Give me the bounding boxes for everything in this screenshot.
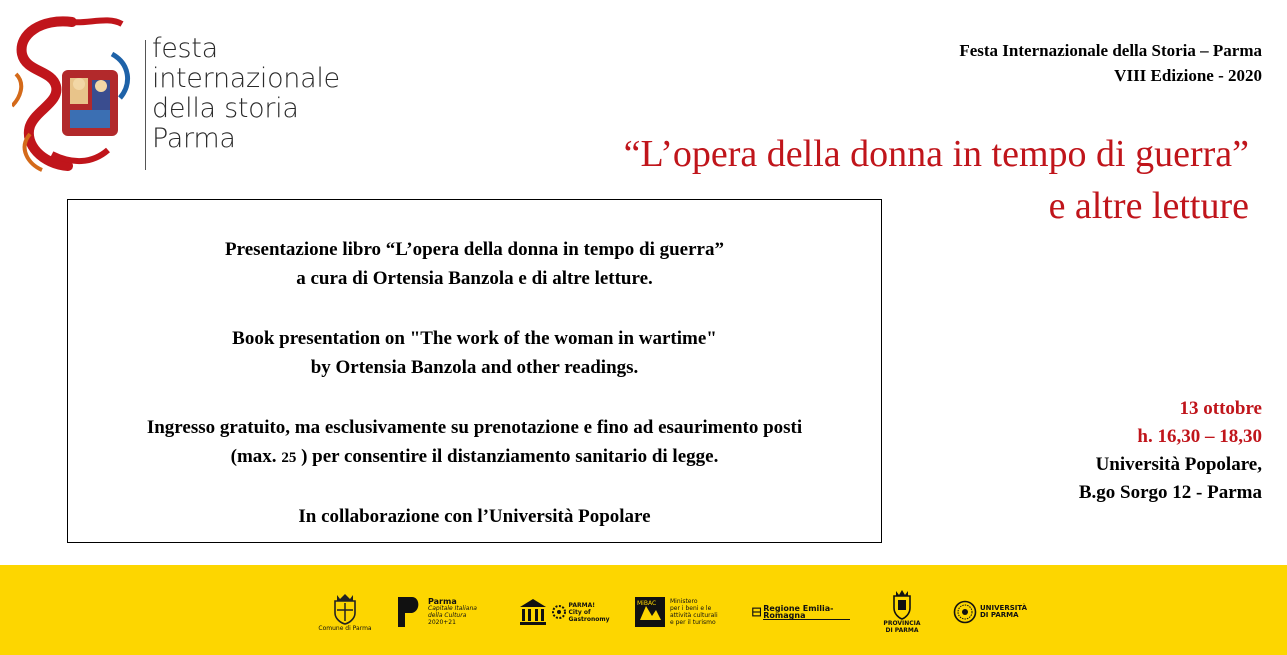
text-line: a cura di Ortensia Banzola e di altre letture. <box>296 268 653 289</box>
svg-text:MiBAC: MiBAC <box>637 600 657 607</box>
sponsor-label: Ministero <box>670 598 698 605</box>
festival-header <box>959 38 1262 88</box>
event-title-line1: “L’opera della donna in tempo di guerra” <box>623 133 1249 175</box>
comune-crest-icon <box>331 593 359 625</box>
text-line: In collaborazione con l’Università Popolare <box>298 506 651 527</box>
sponsor-label: DI PARMA <box>979 611 1019 619</box>
event-description-box <box>67 199 882 543</box>
mibact-emblem-icon <box>634 596 666 628</box>
festival-edition: VIII Edizione - 2020 <box>1114 66 1262 85</box>
text-line <box>68 442 881 473</box>
illuminated-s-logo-icon <box>12 14 140 174</box>
event-details <box>1079 395 1262 507</box>
unesco-temple-icon <box>518 597 548 627</box>
sponsor-provincia <box>877 587 927 637</box>
festival-name: Festa Internazionale della Storia – Parma <box>959 41 1262 60</box>
parma-capitale-text <box>428 598 477 626</box>
event-address: B.go Sorgo 12 - Parma <box>1078 482 1262 503</box>
logo-wordmark <box>152 34 340 154</box>
sponsor-unesco <box>516 587 610 637</box>
sponsor-label: attività culturali <box>670 612 718 619</box>
sponsor-label: della Cultura <box>428 612 467 619</box>
logo-line: Parma <box>152 123 236 154</box>
sponsor-label: Regione Emilia-Romagna <box>763 605 850 620</box>
mibact-text <box>670 598 718 626</box>
sponsor-regione <box>752 587 850 637</box>
max-seats: 25 <box>281 450 297 466</box>
text-line: by Ortensia Banzola and other readings. <box>310 357 639 378</box>
sponsor-mibact <box>634 587 726 637</box>
sponsor-label: UNIVERSITÀ <box>979 604 1028 612</box>
admission-notice <box>68 413 881 473</box>
event-title-line2: e altre letture <box>1048 185 1249 227</box>
sponsor-parma-capitale <box>396 587 486 637</box>
collaboration-note <box>68 502 881 531</box>
sponsor-label: PROVINCIA <box>883 620 921 627</box>
sponsor-label: 2020+21 <box>428 619 456 626</box>
provincia-crest-icon <box>891 590 913 620</box>
text-line: Presentazione libro “L’opera della donna in tempo di guerra” <box>225 239 724 260</box>
logo-line: internazionale <box>152 63 340 94</box>
festival-logo <box>8 14 368 184</box>
sponsor-comune-parma <box>318 587 372 637</box>
sponsor-label: Parma <box>428 597 457 606</box>
text-line: Book presentation on "The work of the woman in wartime" <box>232 328 717 349</box>
parma-p-icon <box>396 595 422 629</box>
text-fragment: ) per consentire il distanziamento sanitario di legge. <box>296 446 719 467</box>
event-venue: Università Popolare, <box>1095 454 1262 475</box>
sponsor-label: Comune di Parma <box>318 624 372 632</box>
regione-mark-icon <box>752 606 761 618</box>
logo-divider <box>145 40 146 170</box>
universita-text <box>980 605 1027 619</box>
sponsor-label: Capitale Italiana <box>428 605 477 612</box>
event-date: 13 ottobre <box>1179 398 1262 419</box>
text-fragment: (max. <box>230 446 282 467</box>
sponsor-label: per i beni e le <box>670 605 712 612</box>
universita-seal-icon <box>953 600 977 624</box>
logo-line: festa <box>152 33 218 64</box>
text-line: Ingresso gratuito, ma esclusivamente su prenotazione e fino ad esaurimento posti <box>146 417 803 438</box>
italian-presentation <box>68 235 881 293</box>
sponsor-footer <box>0 565 1287 655</box>
english-presentation <box>68 324 881 382</box>
sponsor-label: e per il turismo <box>670 619 716 626</box>
sponsor-universita <box>952 587 1028 637</box>
sponsor-label: PARMA! City of Gastronomy <box>568 601 610 623</box>
sponsor-label: DI PARMA <box>885 627 919 634</box>
logo-line: della storia <box>152 93 299 124</box>
event-time: h. 16,30 – 18,30 <box>1137 426 1262 447</box>
gastronomy-sun-icon <box>551 604 567 620</box>
